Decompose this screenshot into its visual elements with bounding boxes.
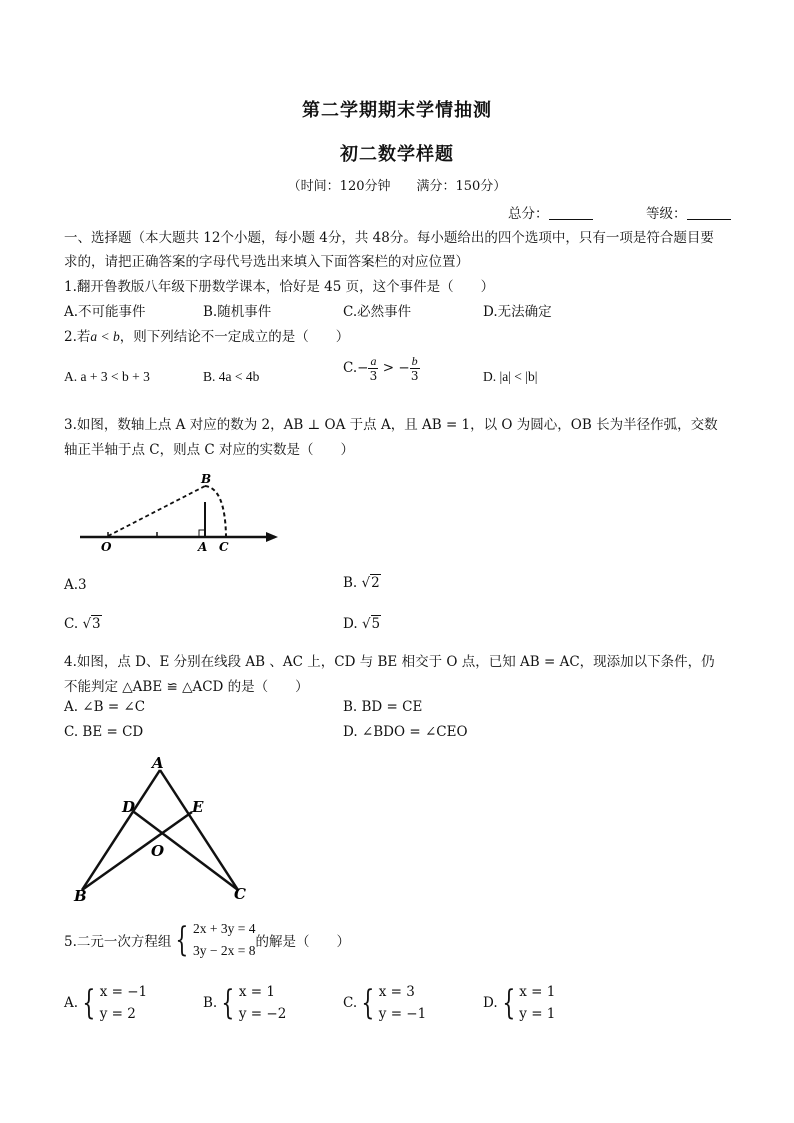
segment-cd (134, 812, 238, 890)
q5-option-a: A. { x = −1 y = 2 (64, 983, 148, 1023)
section-heading-line2: 求的，请把正确答案的字母代号选出来填入下面答案栏的对应位置） (64, 254, 469, 270)
exam-title: 第二学期期末学情抽测 (302, 100, 492, 121)
q3-option-d: D. √5 (343, 616, 381, 632)
q5-eq2: 3y − 2x = 8 (193, 943, 256, 958)
segment-ab-side (82, 770, 160, 890)
q5-option-c: C. { x = 3 y = −1 (343, 983, 427, 1023)
q2-stem (64, 325, 349, 345)
segment-be (82, 812, 192, 890)
q4-triangle-figure (70, 752, 260, 902)
label-a: A (198, 540, 208, 554)
q4-option-d: D. ∠BDO = ∠CEO (343, 724, 468, 740)
grade-blank (687, 207, 731, 220)
label-b: B (74, 887, 87, 902)
label-d: D (122, 798, 136, 816)
label-o: O (151, 842, 165, 860)
q4-stem-line1: 4.如图，点 D、E 分别在线段 AB 、AC 上，CD 与 BE 相交于 O 点，已知 AB = AC，现添加以下条件，仍 (64, 654, 715, 670)
q2-stem-prefix: 2.若 (64, 329, 91, 345)
q2-option-b: B. 4a < 4b (203, 369, 260, 384)
arc-bc-dashed (205, 486, 226, 536)
grade-field (646, 202, 731, 222)
q1-stem: 1.翻开鲁教版八年级下册数学课本，恰好是 45 页，这个事件是（ ） (64, 279, 495, 295)
q1-option-d: D.无法确定 (483, 304, 552, 320)
label-e: E (192, 798, 204, 816)
q5-eq1: 2x + 3y = 4 (193, 921, 256, 936)
q2-option-c-frac-a: $\frac{a}{3}$ (369, 354, 378, 383)
grade-label: 等级： (646, 206, 687, 222)
q3-option-c: C. √3 (64, 616, 101, 632)
label-b: B (201, 472, 212, 486)
q3-stem-line1: 3.如图，数轴上点 A 对应的数为 2，AB ⊥ OA 于点 A，且 AB = 1，以 O 为圆心，OB 长为半径作弧，交数 (64, 417, 718, 433)
q4-option-b: B. BD = CE (343, 699, 423, 715)
q1-option-a: A.不可能事件 (64, 304, 146, 320)
q1-option-b: B.随机事件 (203, 304, 272, 320)
q5-stem-suffix: 的解是（ ） (255, 934, 351, 950)
section-heading-line1: 一、选择题（本大题共 12个小题，每小题 4分，共 48分。每小题给出的四个选项中，只有一项是符合题目要 (64, 230, 714, 246)
q2-option-c: C.− $\frac{a}{3}$ > − $\frac{b}{3}$ (343, 354, 419, 383)
q5-stem-prefix: 5.二元一次方程组 (64, 934, 172, 950)
total-score-label: 总分： (508, 206, 549, 222)
q1-option-c: C.必然事件 (343, 304, 412, 320)
q4-option-a: A. ∠B = ∠C (64, 699, 146, 715)
q2-stem-math: a < b (90, 329, 120, 344)
q3-option-b: B. √2 (343, 575, 380, 591)
q5-stem (64, 918, 350, 962)
exam-subtitle: 初二数学样题 (340, 144, 454, 165)
q3-stem-line2: 轴正半轴于点 C，则点 C 对应的实数是（ ） (64, 442, 355, 458)
q4-option-c: C. BE = CD (64, 724, 144, 740)
q2-option-c-frac-b: $\frac{b}{3}$ (410, 354, 419, 383)
label-o: O (101, 540, 112, 554)
axis-arrow-icon (266, 532, 278, 542)
q2-option-c-label: C. (343, 360, 358, 376)
q3-option-a: A.3 (64, 577, 87, 593)
label-a: A (152, 754, 164, 772)
segment-ob-dashed (108, 486, 205, 536)
total-score-blank (549, 207, 593, 220)
q2-option-a: A. a + 3 < b + 3 (64, 369, 150, 384)
time-info: （时间：120分钟 满分：150分） (287, 179, 507, 194)
q2-option-d: D. |a| < |b| (483, 369, 538, 384)
q5-equation-system: { 2x + 3y = 4 3y − 2x = 8 (175, 920, 256, 960)
label-c: C (219, 540, 229, 554)
q3-number-line-figure (70, 468, 290, 558)
label-c: C (234, 885, 246, 902)
total-score-field (508, 202, 593, 222)
q5-option-b: B. { x = 1 y = −2 (203, 983, 287, 1023)
q4-stem-line2: 不能判定 △ABE ≌ △ACD 的是（ ） (64, 679, 309, 695)
q2-stem-suffix: ，则下列结论不一定成立的是（ ） (119, 329, 350, 345)
segment-ac-side (160, 770, 238, 890)
q5-option-d: D. { x = 1 y = 1 (483, 983, 556, 1023)
